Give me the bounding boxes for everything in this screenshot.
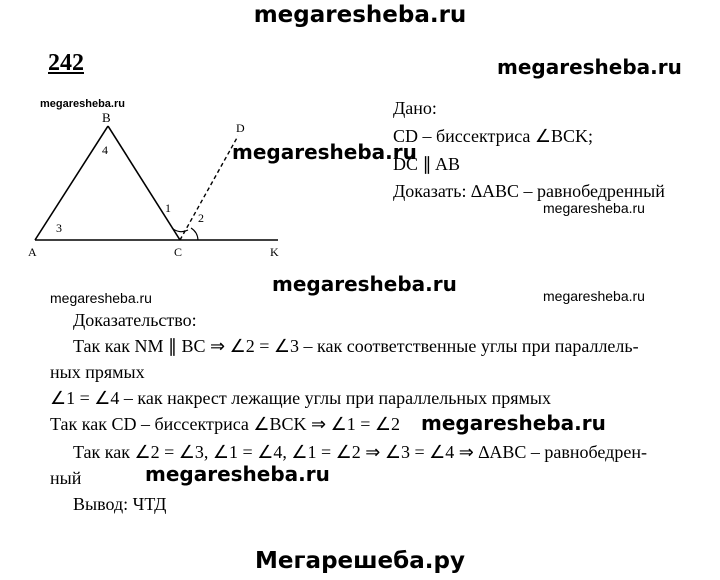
angle-label-4: 4 [102,143,108,157]
watermark-figure-big: megaresheba.ru [232,140,417,164]
given-title: Дано: [393,98,437,118]
label-k: K [270,245,279,259]
given-line-3: Доказать: ∆ABC – равнобедренный [393,181,665,201]
watermark-top: megaresheba.ru [253,2,467,28]
label-b: B [102,110,111,125]
proof-line-3: ∠1 = ∠4 – как накрест лежащие углы при параллельных прямых [50,388,552,408]
proof-title: Доказательство: [73,310,197,330]
ray-cd [180,136,238,240]
side-bc [108,126,180,240]
proof-line-2: ных прямых [50,362,145,382]
angle-label-2: 2 [198,211,204,225]
given-line-2: DC ∥ AB [393,154,461,174]
watermark-proof-big-1: megaresheba.ru [421,411,606,435]
proof-line-4: Так как CD – биссектриса ∠BCK ⇒ ∠1 = ∠2 [50,414,401,434]
watermark-mid-big: megaresheba.ru [272,272,457,296]
proof-line-5: Так как ∠2 = ∠3, ∠1 = ∠4, ∠1 = ∠2 ⇒ ∠3 = ∠4 ⇒ ∆ABC – равнобедрен- [73,442,647,462]
label-a: A [28,245,37,259]
watermark-right-header: megaresheba.ru [497,55,682,79]
proof-conclusion: Вывод: ЧТД [73,494,167,514]
watermark-given-small: megaresheba.ru [543,200,645,216]
side-ab [35,126,108,240]
watermark-left-small: megaresheba.ru [50,290,152,306]
proof-line-6: ный [50,468,82,488]
watermark-right-small: megaresheba.ru [543,288,645,304]
problem-number: 242 [48,50,84,76]
angle-label-1: 1 [165,201,171,215]
angle-arc-2 [191,228,198,240]
angle-label-3: 3 [56,221,62,235]
label-c: C [174,245,183,259]
label-d: D [236,121,245,135]
watermark-proof-big-2: megaresheba.ru [145,462,330,486]
given-line-1: CD – биссектриса ∠BCK; [393,126,594,146]
footer-brand: Мегарешеба.ру [255,548,465,574]
watermark-figure-tiny: megaresheba.ru [40,98,125,110]
proof-line-1: Так как NM ∥ BC ⇒ ∠2 = ∠3 – как соответственные углы при параллель- [73,336,639,356]
